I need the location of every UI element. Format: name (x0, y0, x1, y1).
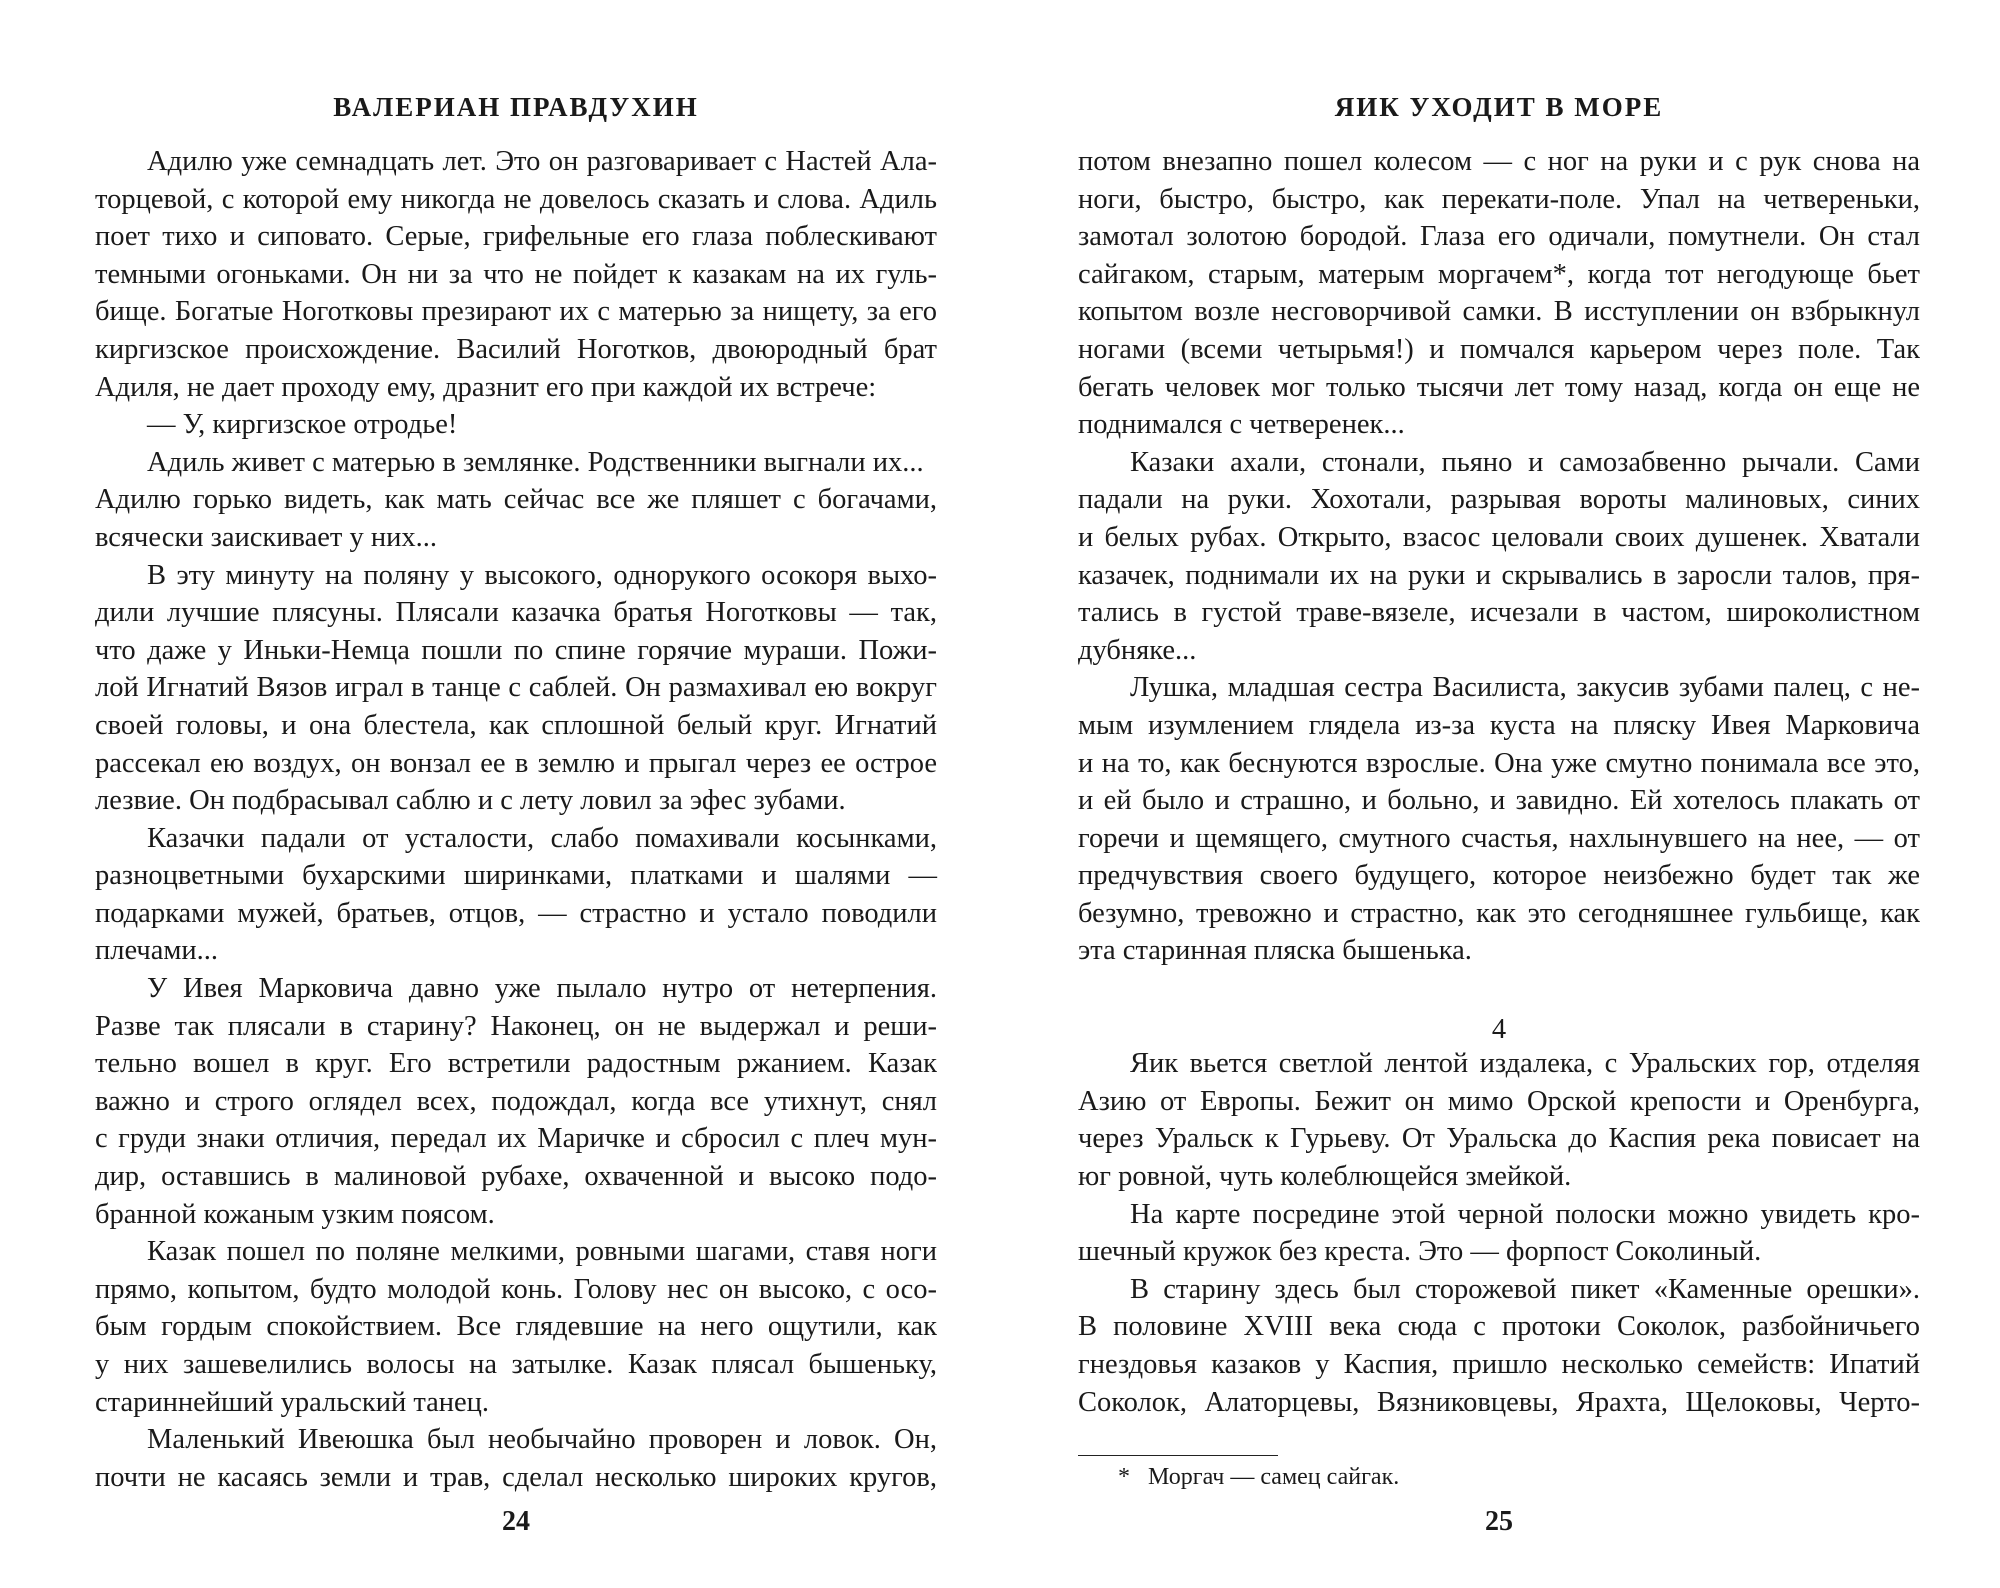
text-line: и ей было и страшно, и больно, и завидно. Ей хотелось плакать от (1078, 785, 1920, 817)
text-line: разноцветными бухарскими ширинками, платками и шалями — (95, 860, 937, 892)
right-page-text (1078, 143, 1920, 1421)
text-line: лезвие. Он подбрасывал саблю и с лету ловил за эфес зубами. (95, 785, 846, 817)
text-line: копытом возле несговорчивой самки. В исступлении он взбрыкнул (1078, 296, 1920, 328)
text-line: Адилю уже семнадцать лет. Это он разговаривает с Настей Ала- (147, 146, 937, 177)
text-line: ногами (всеми четырьмя!) и помчался карьером через поле. Так (1078, 333, 1920, 365)
text-line: дили лучшие плясуны. Плясали казачка братья Ноготковы — так, (95, 597, 937, 629)
text-line: В половине XVIII века сюда с протоки Соколок, разбойничьего (1078, 1311, 1920, 1343)
page-number-right: 25 (1485, 1506, 1513, 1537)
text-line: На карте посредине этой черной полоски можно увидеть кро- (1130, 1198, 1920, 1230)
text-line: Маленький Ивеюшка был необычайно проворен и ловок. Он, (147, 1424, 937, 1456)
text-line: ноги, быстро, быстро, как перекати-поле. Упал на четвереньки, (1078, 183, 1920, 215)
text-line: важно и строго оглядел всех, подождал, когда все утихнут, снял (95, 1085, 937, 1117)
text-line: стариннейший уральский танец. (95, 1386, 490, 1418)
text-line: прямо, копытом, будто молодой конь. Голову нес он высоко, с осо- (95, 1273, 937, 1305)
text-line: Адилю горько видеть, как мать сейчас все же пляшет с богачами, (95, 484, 937, 516)
text-line: и белых рубах. Открыто, взасос целовали своих душенек. Хватали (1078, 521, 1920, 553)
text-line: дир, оставшись в малиновой рубахе, охваченной и высоко подо- (95, 1161, 937, 1193)
right-page (1078, 0, 1920, 1588)
text-line: мым изумлением глядела из-за куста на пляску Ивея Марковича (1078, 709, 1920, 741)
text-line: тались в густой траве-вязеле, исчезали в частом, широколистном (1078, 597, 1920, 629)
text-line: В эту минуту на поляну у высокого, однорукого осокоря выхо- (147, 559, 937, 591)
text-line: Казак пошел по поляне мелкими, ровными шагами, ставя ноги (147, 1236, 937, 1268)
text-line: Адиля, не дает проходу ему, дразнит его при каждой их встрече: (95, 371, 877, 403)
text-line: шечный кружок без креста. Это — форпост Соколиный. (1078, 1236, 1762, 1268)
text-line: лой Игнатий Вязов играл в танце с саблей. Он размахивал ею вокруг (95, 672, 937, 704)
text-line: Лушка, младшая сестра Василиста, закусив зубами палец, с не- (1130, 672, 1920, 704)
text-line: гнездовья казаков у Каспия, пришло несколько семейств: Ипатий (1078, 1349, 1920, 1380)
chapter-number: 4 (1491, 1014, 1507, 1046)
running-head-author: ВАЛЕРИАН ПРАВДУХИН (333, 92, 699, 122)
text-line: у них зашевелились волосы на затылке. Казак плясал бышеньку, (95, 1349, 937, 1380)
text-line: рассекал ею воздух, он вонзал ее в землю и прыгал через ее острое (95, 747, 937, 779)
left-page (95, 0, 937, 1588)
text-line: бранной кожаным узким поясом. (95, 1198, 495, 1230)
text-line: бегать человек мог только тысячи лет тому назад, когда он еще не (1078, 371, 1920, 403)
text-line: дубняке... (1078, 634, 1197, 666)
text-line: своей головы, и она блестела, как сплошной белый круг. Игнатий (95, 709, 937, 741)
text-line: Азию от Европы. Бежит он мимо Орской крепости и Оренбурга, (1078, 1085, 1920, 1117)
running-head-title: ЯИК УХОДИТ В МОРЕ (1334, 92, 1664, 122)
text-line: всячески заискивает у них... (95, 521, 437, 553)
text-line: безумно, тревожно и страстно, как это сегодняшнее гульбище, как (1078, 897, 1920, 929)
text-line: поет тихо и сиповато. Серые, грифельные его глаза поблескивают (95, 221, 937, 253)
text-line: В старину здесь был сторожевой пикет «Каменные орешки». (1130, 1273, 1920, 1305)
text-line: бище. Богатые Ноготковы презирают их с матерью за нищету, за его (95, 296, 937, 328)
text-line: киргизское происхождение. Василий Ноготков, двоюродный брат (95, 333, 937, 365)
text-line: плечами... (95, 935, 219, 967)
text-line: Казачки падали от усталости, слабо помахивали косынками, (147, 822, 937, 854)
text-line: поднимался с четверенек... (1078, 409, 1405, 441)
text-line: У Ивея Марковича давно уже пылало нутро от нетерпения. (147, 973, 937, 1005)
footnote-mark: * (1118, 1464, 1130, 1490)
text-line: что даже у Иньки-Немца пошли по спине горячие мураши. Пожи- (95, 634, 937, 666)
text-line: — У, киргизское отродье! (147, 409, 458, 441)
text-line: предчувствия своего будущего, которое неизбежно будет так же (1078, 860, 1920, 892)
page-number-left: 24 (502, 1506, 530, 1537)
text-line: горечи и щемящего, смутного счастья, нахлынувшего на нее, — от (1078, 822, 1920, 854)
text-line: замотал золотою бородой. Глаза его одичали, помутнели. Он стал (1078, 221, 1920, 253)
text-line: Адиль живет с матерью в землянке. Родственники выгнали их... (147, 446, 924, 478)
footnote-divider (1078, 1455, 1278, 1456)
text-line: эта старинная пляска бышенька. (1078, 935, 1472, 967)
text-line: Яик вьется светлой лентой издалека, с Уральских гор, отделяя (1130, 1048, 1920, 1080)
text-line: тельно вошел в круг. Его встретили радостным ржанием. Казак (95, 1048, 937, 1080)
text-line: почти не касаясь земли и трав, сделал несколько широких кругов, (95, 1461, 937, 1493)
text-line: потом внезапно пошел колесом — с ног на руки и с рук снова на (1078, 146, 1920, 177)
text-line: бым гордым спокойствием. Все глядевшие на него ощутили, как (95, 1311, 937, 1343)
text-line: Разве так плясали в старину? Наконец, он не выдержал и реши- (95, 1010, 937, 1042)
footnote (1118, 1462, 1399, 1492)
text-line: падали на руки. Хохотали, разрывая вороты малиновых, синих (1078, 484, 1920, 516)
text-line: сайгаком, старым, матерым моргачем*, когда тот негодующе бьет (1078, 258, 1920, 290)
text-line: Соколок, Алаторцевы, Вязниковцевы, Ярахта, Щелоковы, Черто- (1078, 1386, 1920, 1418)
text-line: Казаки ахали, стонали, пьяно и самозабвенно рычали. Сами (1130, 446, 1920, 478)
text-line: темными огоньками. Он ни за что не пойдет к казакам на их гуль- (95, 258, 937, 290)
footnote-text: Моргач — самец сайгак. (1148, 1464, 1400, 1490)
text-line: казачек, поднимали их на руки и скрывались в заросли талов, пря- (1078, 559, 1920, 591)
text-line: подарками мужей, братьев, отцов, — страстно и устало поводили (95, 897, 937, 929)
text-line: юг ровной, чуть колеблющейся змейкой. (1078, 1161, 1572, 1193)
text-line: торцевой, с которой ему никогда не довелось сказать и слова. Адиль (95, 183, 937, 215)
text-line: с груди знаки отличия, передал их Маричке и сбросил с плеч мун- (95, 1123, 937, 1155)
text-line: и на то, как беснуются взрослые. Она уже смутно понимала все это, (1078, 747, 1920, 779)
left-page-text (95, 143, 937, 1496)
text-line: через Уральск к Гурьеву. От Уральска до Каспия река повисает на (1078, 1123, 1920, 1155)
